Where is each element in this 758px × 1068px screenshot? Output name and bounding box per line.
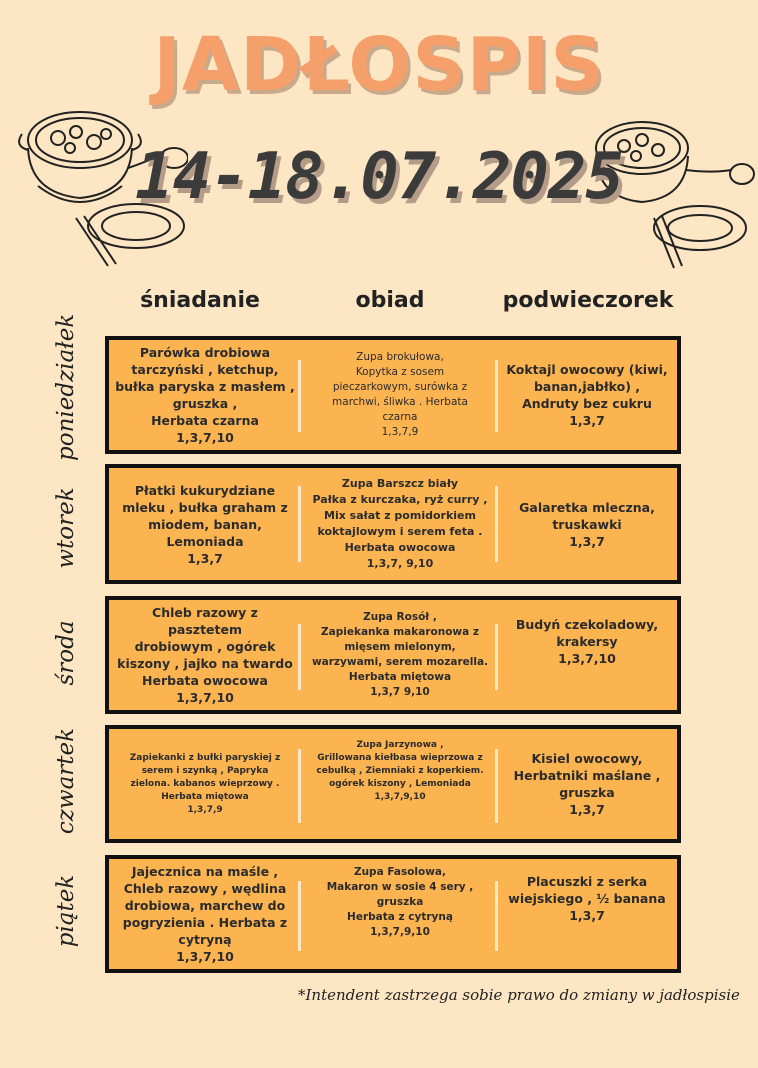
snack-text: Placuszki z serka wiejskiego , ½ banana 1,3,7 bbox=[508, 874, 666, 923]
divider bbox=[298, 881, 301, 951]
day-label-monday: poniedziałek bbox=[53, 313, 79, 461]
snack-cell bbox=[501, 729, 673, 839]
breakfast-text: Chleb razowy z pasztetem drobiowym , ogórek kiszony , jajko na twardo Herbata owocowa 1,3,7,10 bbox=[117, 605, 293, 705]
menu-row-thursday bbox=[105, 725, 681, 843]
day-label-tuesday: wtorek bbox=[53, 487, 79, 569]
lunch-cell bbox=[307, 729, 493, 839]
lunch-text: Zupa Barszcz biały Pałka z kurczaka, ryż curry , Mix sałat z pomidorkiem koktajlowym i serem feta . Herbata owocowa 1,3,7, 9,10 bbox=[312, 477, 488, 570]
lunch-cell bbox=[307, 600, 493, 710]
menu-row-friday bbox=[105, 855, 681, 973]
snack-text: Galaretka mleczna, truskawki 1,3,7 bbox=[519, 499, 655, 549]
divider bbox=[495, 486, 498, 562]
snack-cell bbox=[501, 859, 673, 969]
breakfast-text: Parówka drobiowa tarczyński , ketchup, bułka paryska z masłem , gruszka , Herbata czarna 1,3,7,10 bbox=[115, 345, 295, 445]
lunch-text: Zupa Rosół , Zapiekanka makaronowa z mięsem mielonym, warzywami, serem mozarella. Herbata miętowa 1,3,7 9,10 bbox=[311, 611, 489, 698]
snack-cell bbox=[501, 340, 673, 450]
snack-text: Kisiel owocowy, Herbatniki maślane , gruszka 1,3,7 bbox=[513, 751, 661, 817]
breakfast-cell bbox=[115, 468, 295, 580]
breakfast-cell bbox=[115, 600, 295, 710]
snack-cell bbox=[501, 468, 673, 580]
divider bbox=[298, 749, 301, 823]
divider bbox=[298, 486, 301, 562]
lunch-cell bbox=[307, 468, 493, 580]
divider bbox=[298, 624, 301, 690]
divider bbox=[495, 360, 498, 432]
divider bbox=[495, 749, 498, 823]
column-header-breakfast: śniadanie bbox=[140, 288, 260, 313]
snack-text: Budyń czekoladowy, krakersy 1,3,7,10 bbox=[515, 617, 659, 666]
snack-text: Koktajl owocowy (kiwi, banan,jabłko) , Andruty bez cukru 1,3,7 bbox=[506, 362, 668, 428]
lunch-cell bbox=[307, 340, 493, 450]
lunch-text: Zupa brokułowa, Kopytka z sosem pieczarkowym, surówka z marchwi, śliwka . Herbata czarna 1,3,7,9 bbox=[332, 351, 468, 438]
breakfast-text: Zapiekanki z bułki paryskiej z serem i szynką , Papryka zielona. kabanos wieprzowy . Herbata miętowa 1,3,7,9 bbox=[129, 752, 281, 815]
divider bbox=[495, 624, 498, 690]
menu-row-wednesday bbox=[105, 596, 681, 714]
divider bbox=[298, 360, 301, 432]
lunch-text: Zupa Fasolowa, Makaron w sosie 4 sery , gruszka Herbata z cytryną 1,3,7,9,10 bbox=[326, 866, 474, 938]
lunch-text: Zupa Jarzynowa , Grillowana kiełbasa wieprzowa z cebulką , Ziemniaki z koperkiem. ogórek kiszony , Lemoniada 1,3,7,9,10 bbox=[316, 740, 484, 802]
breakfast-text: Jajecznica na maśle , Chleb razowy , wędlina drobiowa, marchew do pogryzienia . Herbata z cytryną 1,3,7,10 bbox=[122, 864, 288, 964]
snack-cell bbox=[501, 600, 673, 710]
lunch-cell bbox=[307, 859, 493, 969]
menu-row-tuesday bbox=[105, 464, 681, 584]
breakfast-cell bbox=[115, 340, 295, 450]
menu-row-monday bbox=[105, 336, 681, 454]
breakfast-text: Płatki kukurydziane mleku , bułka graham z miodem, banan, Lemoniada 1,3,7 bbox=[122, 482, 288, 566]
day-label-wednesday: środa bbox=[53, 620, 79, 686]
breakfast-cell bbox=[115, 729, 295, 839]
column-header-lunch: obiad bbox=[355, 288, 425, 313]
day-label-friday: piątek bbox=[53, 874, 79, 948]
page-title: JADŁOSPIS bbox=[153, 22, 605, 108]
divider bbox=[495, 881, 498, 951]
column-header-snack: podwieczorek bbox=[502, 288, 674, 313]
menu-date: 14-18.07.2025 bbox=[135, 140, 623, 214]
footer-note: *Intendent zastrzega sobie prawo do zmiany w jadłospisie bbox=[298, 986, 740, 1004]
breakfast-cell bbox=[115, 859, 295, 969]
day-label-thursday: czwartek bbox=[53, 727, 79, 835]
